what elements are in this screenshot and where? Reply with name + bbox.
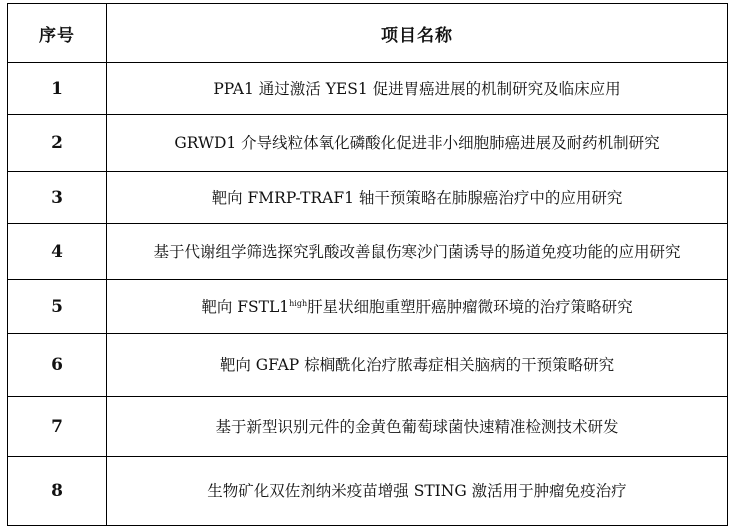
row-number: 2 (8, 115, 107, 172)
project-name: PPA1 通过激活 YES1 促进胃癌进展的机制研究及临床应用 (107, 63, 728, 115)
row-number: 3 (8, 172, 107, 224)
projects-table (7, 3, 728, 526)
table-row (8, 63, 728, 115)
project-name: GRWD1 介导线粒体氧化磷酸化促进非小细胞肺癌进展及耐药机制研究 (107, 115, 728, 172)
row-number: 6 (8, 334, 107, 397)
row-number: 5 (8, 280, 107, 334)
table-row (8, 172, 728, 224)
project-name: 靶向 GFAP 棕榈酰化治疗脓毒症相关脑病的干预策略研究 (107, 334, 728, 397)
row-number: 1 (8, 63, 107, 115)
table-row (8, 397, 728, 457)
project-name: 基于新型识别元件的金黄色葡萄球菌快速精准检测技术研发 (107, 397, 728, 457)
project-name: 生物矿化双佐剂纳米疫苗增强 STING 激活用于肿瘤免疫治疗 (107, 457, 728, 526)
row-number: 8 (8, 457, 107, 526)
table-row (8, 334, 728, 397)
table-row (8, 280, 728, 334)
project-name (107, 280, 728, 334)
project-name: 靶向 FMRP-TRAF1 轴干预策略在肺腺癌治疗中的应用研究 (107, 172, 728, 224)
table-header-row (8, 4, 728, 63)
table-row (8, 224, 728, 280)
project-name-suffix: 肝星状细胞重塑肝癌肿瘤微环境的治疗策略研究 (307, 297, 633, 316)
project-name-prefix: 靶向 FSTL1 (201, 297, 290, 316)
header-name: 项目名称 (107, 4, 728, 63)
table-row (8, 115, 728, 172)
row-number: 4 (8, 224, 107, 280)
project-name: 基于代谢组学筛选探究乳酸改善鼠伤寒沙门菌诱导的肠道免疫功能的应用研究 (107, 224, 728, 280)
header-number: 序号 (8, 4, 107, 63)
table-row (8, 457, 728, 526)
row-number: 7 (8, 397, 107, 457)
project-name-superscript: high (289, 298, 308, 308)
